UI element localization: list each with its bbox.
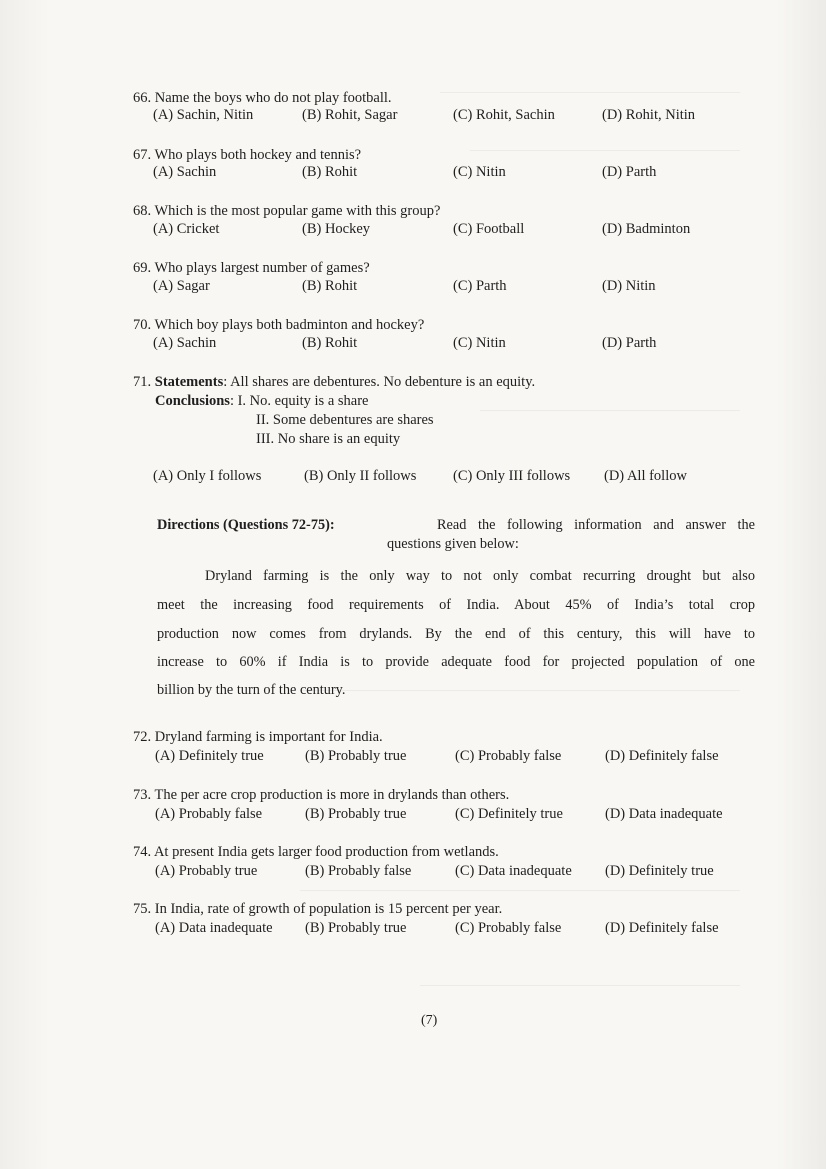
question-67 — [133, 147, 361, 164]
question-68 — [133, 203, 440, 220]
question-74 — [133, 844, 499, 861]
option-b: (B) Hockey — [302, 221, 371, 237]
passage-line: increase to 60% if India is to provide adequate food for projected population of one — [157, 654, 755, 670]
option-d: (D) All follow — [604, 468, 687, 484]
option-a: (A) Sachin, Nitin — [153, 107, 254, 123]
question-text: Who plays both hockey and tennis? — [154, 147, 362, 163]
question-text: Which is the most popular game with this group? — [154, 203, 441, 219]
option-c: (C) Probably false — [455, 748, 562, 764]
show-through-line — [440, 92, 740, 93]
option-d: (D) Data inadequate — [605, 806, 723, 822]
question-number: 66. — [133, 90, 152, 106]
show-through-line — [300, 690, 740, 691]
passage-line: billion by the turn of the century. — [157, 682, 346, 698]
option-a: (A) Definitely true — [155, 748, 264, 764]
option-c: (C) Nitin — [453, 335, 506, 351]
option-b: (B) Only II follows — [304, 468, 417, 484]
option-a: (A) Sachin — [153, 164, 217, 180]
question-number: 67. — [133, 147, 152, 163]
directions-label: Directions (Questions 72-75): — [157, 517, 335, 533]
show-through-line — [480, 410, 740, 411]
option-d: (D) Nitin — [602, 278, 656, 294]
show-through-line — [300, 890, 740, 891]
question-number: 70. — [133, 317, 152, 333]
option-c: (C) Rohit, Sachin — [453, 107, 555, 123]
question-71-conclusions — [155, 393, 368, 410]
passage-line: production now comes from drylands. By the end of this century, this will have to — [157, 626, 755, 642]
directions-heading — [157, 517, 755, 534]
question-69 — [133, 260, 370, 277]
option-a: (A) Sagar — [153, 278, 210, 294]
option-b: (B) Rohit, Sagar — [302, 107, 398, 123]
option-b: (B) Probably false — [305, 863, 412, 879]
option-b: (B) Probably true — [305, 920, 407, 936]
question-72 — [133, 729, 383, 746]
question-number: 69. — [133, 260, 152, 276]
question-73 — [133, 787, 509, 804]
question-number: 74. — [133, 844, 152, 860]
conclusion-2: II. Some debentures are shares — [256, 412, 434, 428]
option-a: (A) Cricket — [153, 221, 220, 237]
question-70 — [133, 317, 424, 334]
option-d: (D) Definitely false — [605, 748, 719, 764]
option-b: (B) Probably true — [305, 806, 407, 822]
statements-text: : All shares are debentures. No debenture is an equity. — [223, 374, 536, 390]
option-a: (A) Probably false — [155, 806, 263, 822]
question-text: Who plays largest number of games? — [154, 260, 370, 276]
directions-text-continued: questions given below: — [387, 536, 519, 552]
option-a: (A) Only I follows — [153, 468, 262, 484]
option-d: (D) Definitely false — [605, 920, 719, 936]
question-text: Which boy plays both badminton and hockey? — [154, 317, 425, 333]
question-text: At present India gets larger food production from wetlands. — [153, 844, 499, 860]
question-66 — [133, 90, 392, 107]
option-c: (C) Parth — [453, 278, 507, 294]
directions-text: Read the following information and answer the — [437, 517, 755, 533]
option-d: (D) Parth — [602, 164, 657, 180]
option-a: (A) Probably true — [155, 863, 258, 879]
option-d: (D) Badminton — [602, 221, 691, 237]
option-c: (C) Football — [453, 221, 525, 237]
option-c: (C) Probably false — [455, 920, 562, 936]
option-b: (B) Rohit — [302, 164, 358, 180]
option-b: (B) Rohit — [302, 278, 358, 294]
option-d: (D) Definitely true — [605, 863, 714, 879]
option-c: (C) Only III follows — [453, 468, 571, 484]
conclusions-label: Conclusions — [155, 393, 230, 409]
passage-line: meet the increasing food requirements of India. About 45% of India’s total crop — [157, 597, 755, 613]
question-71-statements — [133, 374, 535, 391]
question-75 — [133, 901, 502, 918]
option-c: (C) Definitely true — [455, 806, 563, 822]
option-a: (A) Sachin — [153, 335, 217, 351]
question-number: 68. — [133, 203, 152, 219]
passage-line: Dryland farming is the only way to not only combat recurring drought but also — [205, 568, 755, 584]
option-d: (D) Parth — [602, 335, 657, 351]
option-c: (C) Nitin — [453, 164, 506, 180]
question-number: 72. — [133, 729, 152, 745]
option-a: (A) Data inadequate — [155, 920, 273, 936]
question-text: The per acre crop production is more in drylands than others. — [154, 787, 510, 803]
statements-label: Statements — [154, 374, 224, 390]
question-number: 73. — [133, 787, 152, 803]
question-text: Dryland farming is important for India. — [154, 729, 383, 745]
question-number: 75. — [133, 901, 152, 917]
conclusion-3: III. No share is an equity — [256, 431, 401, 447]
option-c: (C) Data inadequate — [455, 863, 572, 879]
page-number: (7) — [421, 1013, 438, 1028]
show-through-line — [470, 150, 740, 151]
show-through-line — [420, 985, 740, 986]
option-d: (D) Rohit, Nitin — [602, 107, 696, 123]
option-b: (B) Probably true — [305, 748, 407, 764]
question-number: 71. — [133, 374, 152, 390]
question-text: In India, rate of growth of population is 15 percent per year. — [154, 901, 503, 917]
option-b: (B) Rohit — [302, 335, 358, 351]
question-text: Name the boys who do not play football. — [154, 90, 392, 106]
conclusion-1: : I. No. equity is a share — [229, 393, 369, 409]
